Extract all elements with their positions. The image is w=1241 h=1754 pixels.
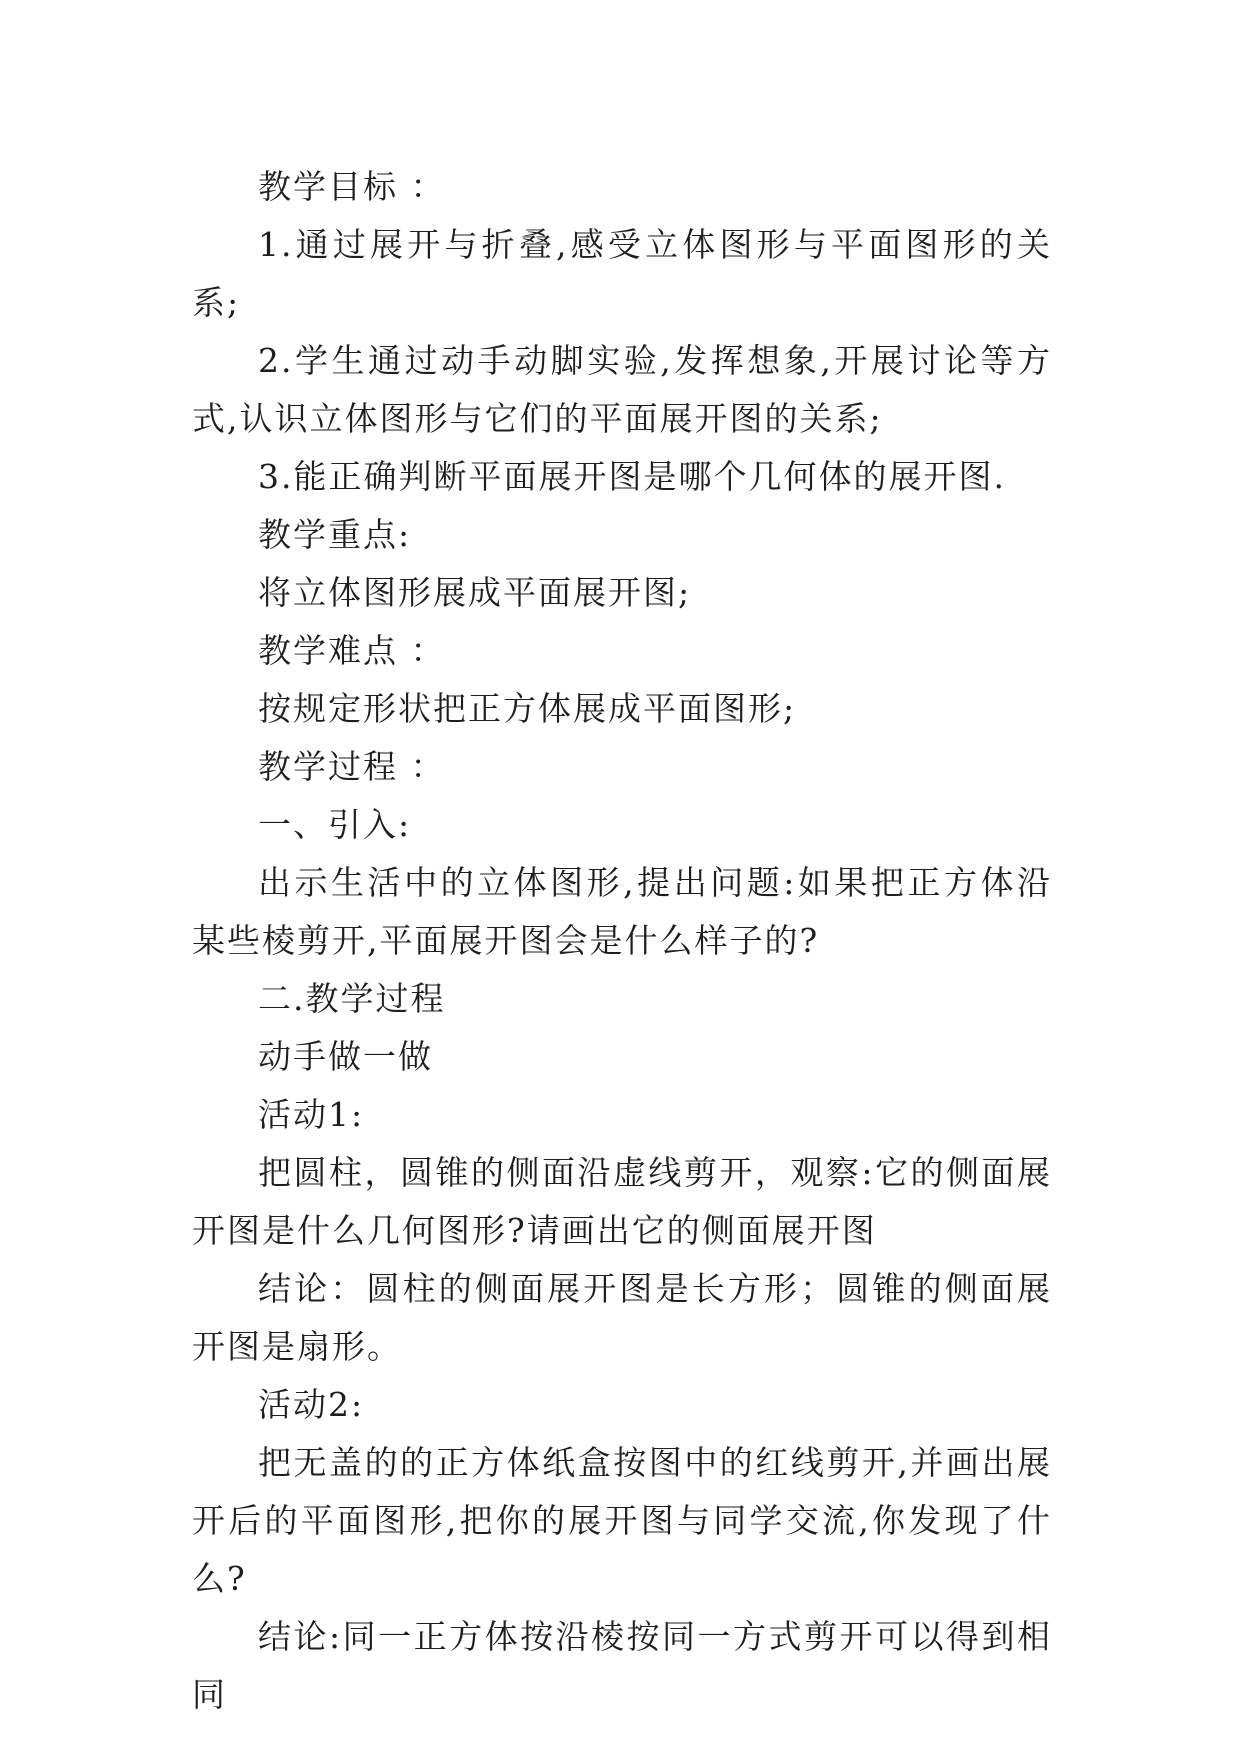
heading-difficulties: 教学难点 ： [258, 631, 446, 670]
goal-item-3: 3.能正确判断平面展开图是哪个几何体的展开图. [258, 457, 1006, 496]
subsection-hands-on: 动手做一做 [258, 1037, 433, 1076]
difficulties-text: 按规定形状把正方体展成平面图形; [258, 689, 797, 728]
heading-teaching-process: 教学过程 ： [258, 747, 446, 786]
introduction-text: 出示生活中的立体图形,提出问题:如果把正方体沿某些棱剪开,平面展开图会是什么样子的? [192, 863, 1052, 960]
heading-key-points: 教学重点: [258, 515, 412, 554]
section-teaching-process: 二.教学过程 [258, 979, 446, 1018]
activity-2-text: 把无盖的的正方体纸盒按图中的红线剪开,并画出展开后的平面图形,把你的展开图与同学交流,你发现了什么? [192, 1443, 1052, 1598]
activity-2-heading: 活动2: [258, 1385, 365, 1424]
document-page [192, 158, 1052, 1724]
heading-teaching-goals: 教学目标 ： [258, 167, 446, 206]
activity-1-heading: 活动1: [258, 1095, 365, 1134]
section-introduction: 一、引入: [258, 805, 412, 844]
activity-1-conclusion: 结论：圆柱的侧面展开图是长方形；圆锥的侧面展开图是扇形。 [192, 1269, 1052, 1366]
activity-1-text: 把圆柱，圆锥的侧面沿虚线剪开，观察:它的侧面展开图是什么几何图形?请画出它的侧面展开图 [192, 1153, 1052, 1250]
goal-item-1: 1.通过展开与折叠,感受立体图形与平面图形的关系; [192, 225, 1052, 322]
goal-item-2: 2.学生通过动手动脚实验,发挥想象,开展讨论等方式,认识立体图形与它们的平面展开图的关系; [192, 341, 1052, 438]
key-points-text: 将立体图形展成平面展开图; [258, 573, 692, 612]
activity-2-conclusion: 结论:同一正方体按沿棱按同一方式剪开可以得到相同 [192, 1617, 1052, 1714]
